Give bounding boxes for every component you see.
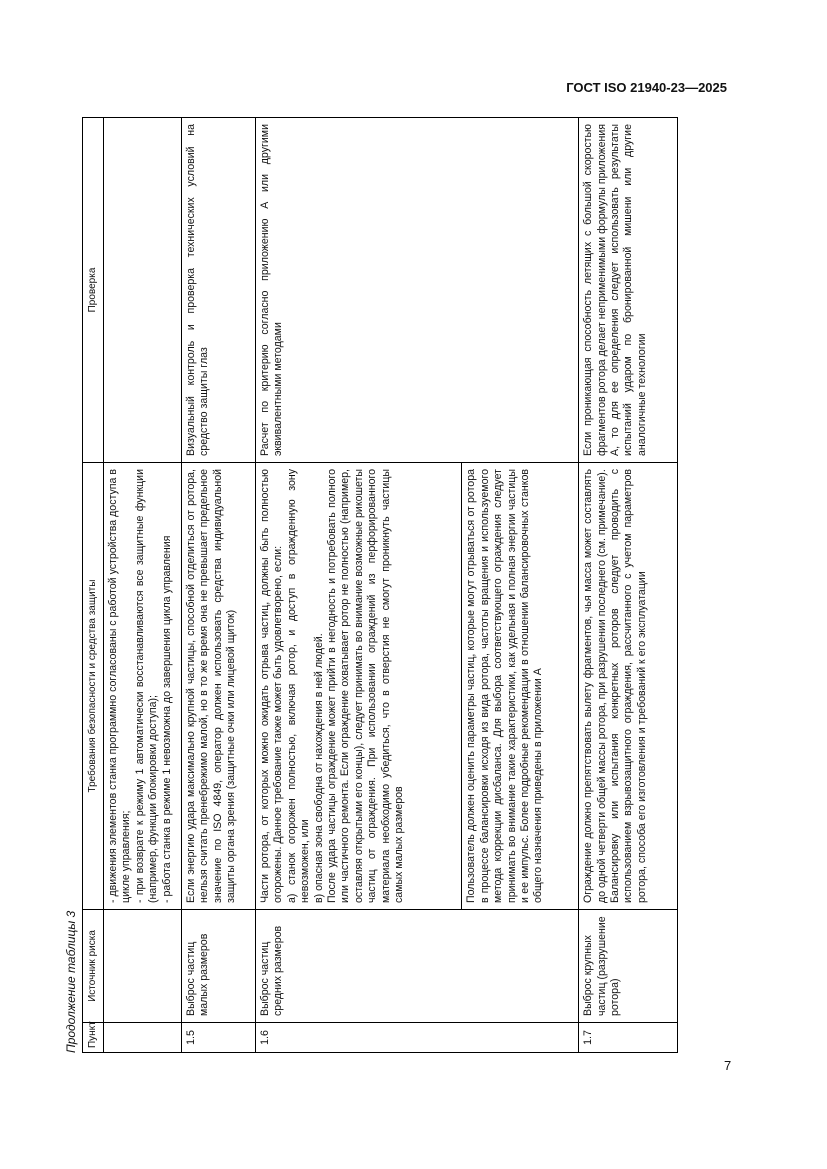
table-row: [182, 118, 256, 1053]
page-number: 7: [724, 1058, 732, 1073]
row-requirements: - движения элементов станка программно согласованы с работой устройства доступа в цикле управления; - при возврате к режиму 1 автоматически восстанавливаются все защитные функции (например, функции блокировки доступа); - работа станка в режиме 1 невозможна до завершения цикла управления: [104, 463, 182, 910]
rotated-table-area: [64, 118, 681, 1063]
table-row: [256, 118, 462, 1053]
row-check: Расчет по критерию согласно приложению А или другими эквивалентными методами: [256, 118, 579, 463]
row-requirements-note: Пользователь должен оценить параметры частиц, которые могут отрываться от ротора в процессе балансировки исходя из вида ротора, частоты вращения и используемого метода коррекции дисбаланса. Для выбора соответствующего ограждения следует принимать во внимание такие характеристики, как удельная и полная энергии частицы и ее импульс. Более подробные рекомендации в отношении балансировочных станков общего назначения приведены в приложении А: [462, 463, 579, 910]
header-item: Пункт: [83, 1023, 104, 1053]
row-check: Если проникающая способность летящих с большой скоростью фрагментов ротора делает неприменимыми формулы приложения А, то для ее определения следует использовать результаты испытаний ударом по бронированной мишени или другие аналогичные технологии: [579, 118, 678, 463]
row-item: [104, 1023, 182, 1053]
row-source: [104, 910, 182, 1023]
row-source: Выброс частиц малых размеров: [182, 910, 256, 1023]
row-requirements: Если энергию удара максимально крупной частицы, способной отделиться от ротора, нельзя считать пренебрежимо малой, но в то же время она не превышает предельное значение по ISO 4849, оператор должен использовать средства индивидуальной защиты органа зрения (защитные очки или лицевой щиток): [182, 463, 256, 910]
table-row: [579, 118, 678, 1053]
header-requirements: Требования безопасности и средства защиты: [83, 463, 104, 910]
row-requirements: Части ротора, от которых можно ожидать отрыва частиц, должны быть полностью огорожены. Данное требование также может быть удовлетворено, если: а) станок огорожен полностью, включая ротор, и доступ в огражденную зону невозможен, или в) опасная зона свободна от нахождения в ней людей. После удара частицы ограждение может прийти в негодность и потребовать полного или частичного ремонта. Если ограждение охватывает ротор не полностью (например, оставляя открытыми его концы), следует принимать во внимание возможные рикошеты частиц от ограждения. При использовании ограждений из перфорированного материала необходимо убедиться, что в отверстия не смогут проникнуть частицы самых малых размеров: [256, 463, 462, 910]
row-check: Визуальный контроль и проверка технических условий на средство защиты глаз: [182, 118, 256, 463]
table-caption: Продолжение таблицы 3: [64, 910, 78, 1053]
row-requirements: Ограждение должно препятствовать вылету фрагментов, чья масса может составлять до одной четверти общей массы ротора, при разрушении последнего (см. примечание). Балансировку или испытания конкретных роторов следует проводить с использованием взрывозащитного ограждения, рассчитанного с учетом параметров ротора, способа его изготовления и требований к его эксплуатации: [579, 463, 678, 910]
row-source: Выброс частиц средних размеров: [256, 910, 579, 1023]
row-item: 1.7: [579, 1023, 678, 1053]
table-row: [104, 118, 182, 1053]
row-item: 1.6: [256, 1023, 579, 1053]
table-header-row: [83, 118, 104, 1053]
row-source: Выброс крупных частиц (разрушение ротора): [579, 910, 678, 1023]
document-code: ГОСТ ISO 21940-23—2025: [566, 80, 727, 95]
header-check: Проверка: [83, 118, 104, 463]
safety-requirements-table: [82, 117, 678, 1053]
row-item: 1.5: [182, 1023, 256, 1053]
row-check: [104, 118, 182, 463]
header-source: Источник риска: [83, 910, 104, 1023]
